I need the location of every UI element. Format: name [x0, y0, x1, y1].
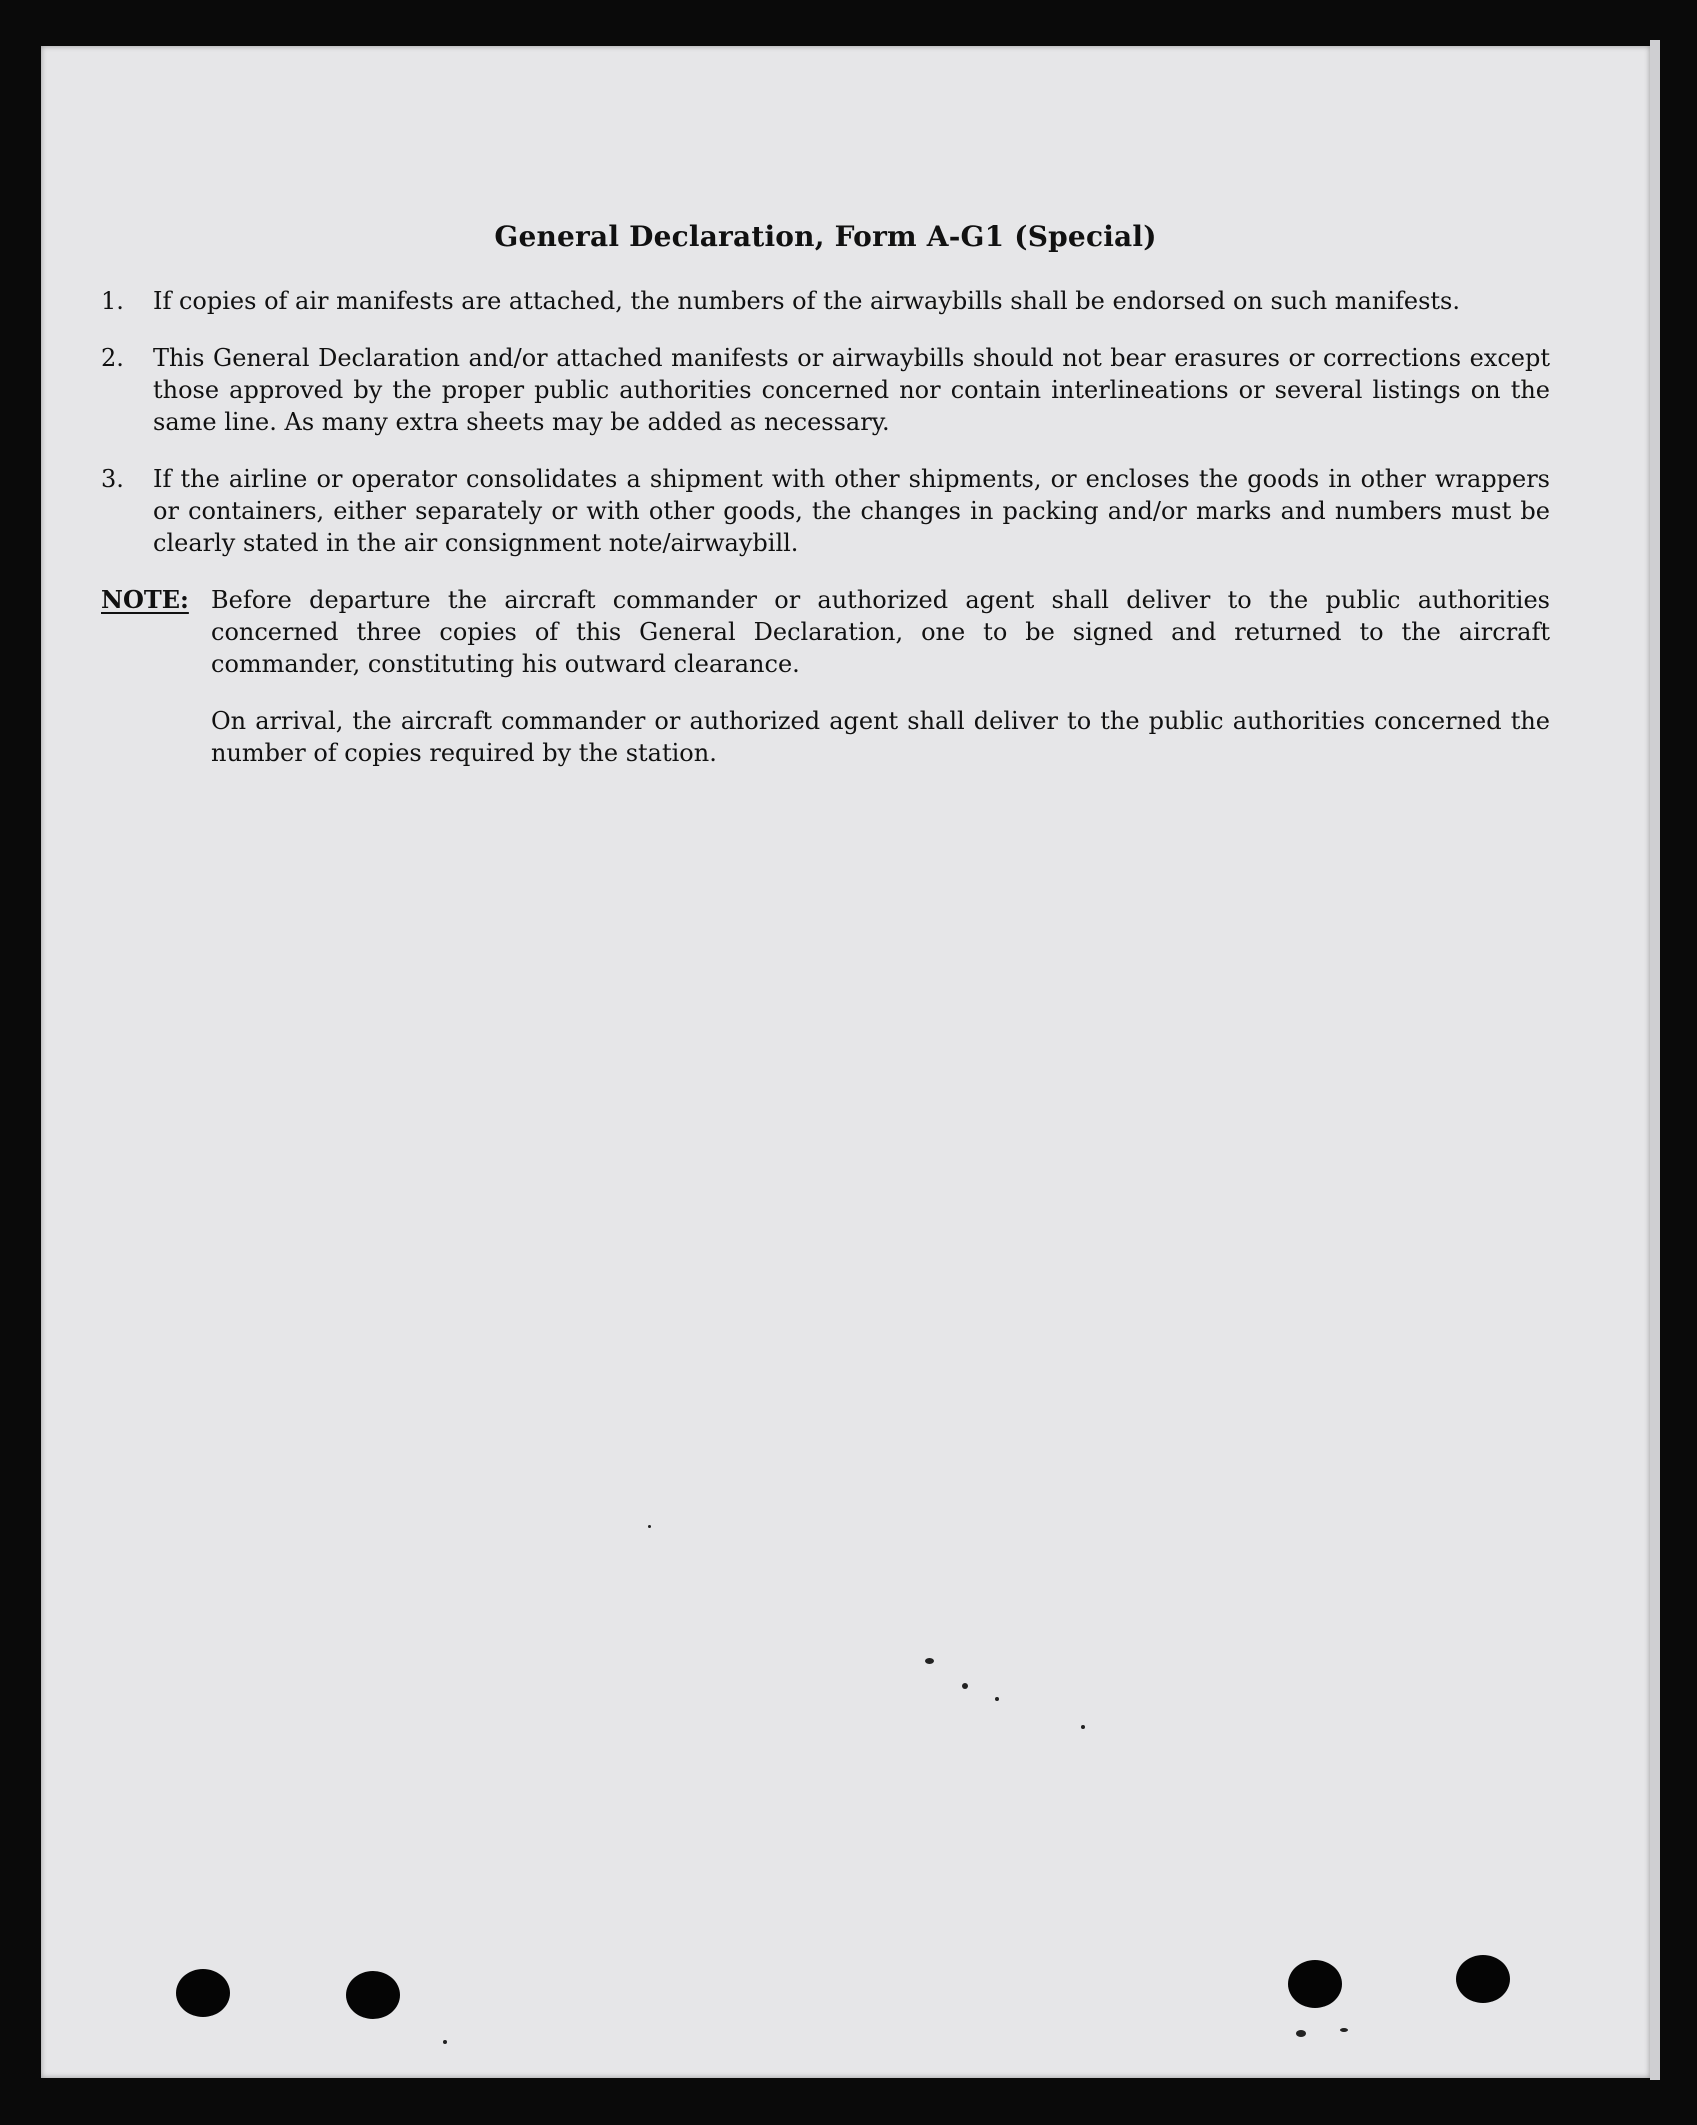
instruction-item	[101, 463, 1550, 559]
item-text: This General Declaration and/or attached manifests or airwaybills should not bear erasures or corrections except those approved by the proper public authorities concerned nor contain interlineations or several listings on the same line. As many extra sheets may be added as necessary.	[153, 344, 1550, 436]
note-body	[211, 584, 1550, 794]
scan-speck	[962, 1683, 968, 1689]
note-paragraph: Before departure the aircraft commander or authorized agent shall deliver to the public authorities concerned three copies of this General Declaration, one to be signed and returned to the aircraft commander, constituting his outward clearance.	[211, 586, 1550, 678]
item-text: If the airline or operator consolidates a shipment with other shipments, or encloses the goods in other wrappers or containers, either separately or with other goods, the changes in packing and/or marks and numbers must be clearly stated in the air consignment note/airwaybill.	[153, 465, 1550, 557]
punch-hole	[1288, 1960, 1342, 2008]
scan-speck	[995, 1697, 999, 1701]
punch-hole	[346, 1971, 400, 2019]
paper-edge	[1650, 40, 1660, 2080]
scan-speck	[1340, 2028, 1348, 2032]
item-text: If copies of air manifests are attached, the numbers of the airwaybills shall be endorsed on such manifests.	[153, 287, 1460, 315]
punch-hole	[176, 1969, 230, 2017]
note-section	[101, 584, 1550, 794]
scan-speck	[925, 1658, 934, 1664]
instruction-item	[101, 285, 1550, 317]
item-number: 1.	[101, 287, 124, 315]
instruction-item	[101, 342, 1550, 438]
note-label: NOTE:	[101, 585, 189, 614]
scan-speck	[1296, 2030, 1306, 2037]
punch-hole	[1456, 1955, 1510, 2003]
item-number: 3.	[101, 465, 124, 493]
note-paragraph: On arrival, the aircraft commander or authorized agent shall deliver to the public authorities concerned the number of copies required by the station.	[211, 707, 1550, 767]
document-title: General Declaration, Form A-G1 (Special)	[494, 220, 1157, 253]
scan-speck	[443, 2040, 447, 2044]
item-number: 2.	[101, 344, 124, 372]
scan-speck	[648, 1525, 651, 1528]
document-content	[101, 170, 1550, 794]
scan-speck	[1081, 1725, 1085, 1729]
